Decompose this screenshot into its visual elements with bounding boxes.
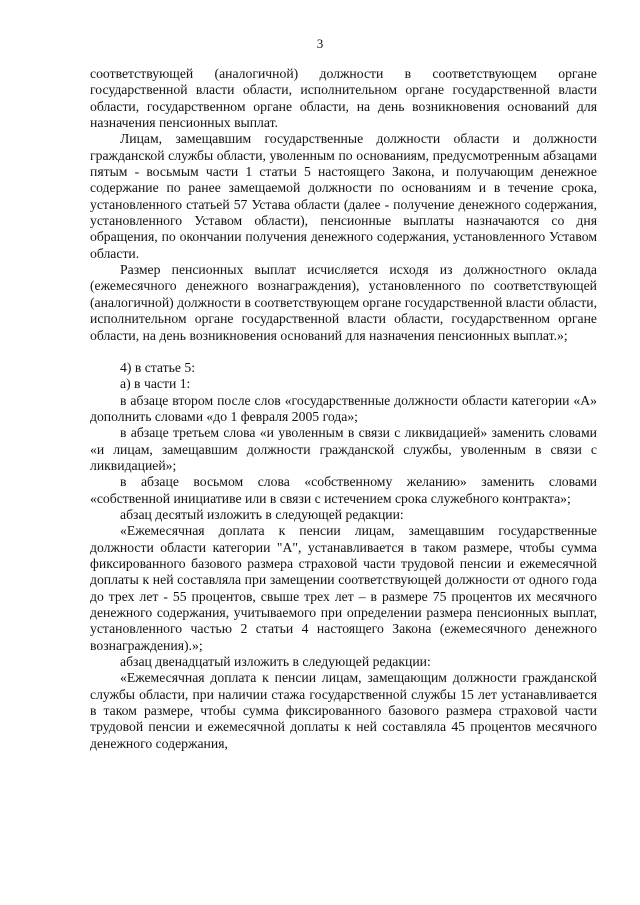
paragraph-twelfth-intro: абзац двенадцатый изложить в следующей редакции: — [120, 654, 431, 670]
paragraph-early-dismissal: Лицам, замещавшим государственные должности области и должности гражданской службы области, уволенным по основаниям, предусмотренным абзацами пятым - восьмым части 1 статьи 5 настоящего Закона, и получающим денежное содержание по ранее замещаемой должности по основаниям и в течение срока, установленного статьей 57 Устава области (далее - получение денежного содержания, установленного Уставом области), пенсионные выплаты назначаются со дня обращения, по окончании получения денежного содержания, установленного Уставом области. — [90, 131, 597, 261]
paragraph-amend-eighth: в абзаце восьмом слова «собственному желанию» заменить словами «собственной инициативе или в связи с истечением срока служебного контракта»; — [90, 474, 597, 506]
paragraph-item-4: 4) в статье 5: — [120, 359, 196, 375]
paragraph-twelfth-text: «Ежемесячная доплата к пенсии лицам, замещающим должности гражданской службы области, при наличии стажа государственной службы 15 лет устанавливается в таком размере, чтобы сумма фиксированного базового размера страховой части трудовой пенсии и ежемесячной доплаты к ней составляла 45 процентов месячного денежного содержания, — [90, 670, 597, 751]
paragraph-subitem-a: а) в части 1: — [120, 376, 191, 392]
paragraph-tenth-intro: абзац десятый изложить в следующей редакции: — [120, 506, 404, 522]
paragraph-amend-third: в абзаце третьем слова «и уволенным в связи с ликвидацией» заменить словами «и лицам, замещавшим должности гражданской службы, уволенным в связи с ликвидацией»; — [90, 425, 597, 473]
paragraph-continuation: соответствующей (аналогичной) должности в соответствующем органе государственной власти области, исполнительном органе государственной власти области, государственном органе области, на день возникновения оснований для назначения пенсионных выплат. — [90, 66, 597, 131]
page-number: 3 — [316, 36, 324, 51]
paragraph-payment-calculation: Размер пенсионных выплат исчисляется исходя из должностного оклада (ежемесячного денежного вознаграждения), установленного по соответствующей (аналогичной) должности в соответствующем органе государственной власти области, исполнительном органе государственной власти области, государственном органе области, на день возникновения оснований для назначения пенсионных выплат.»; — [90, 262, 597, 343]
paragraph-tenth-text: «Ежемесячная доплата к пенсии лицам, замещавшим государственные должности области категории "А", устанавливается в таком размере, чтобы сумма фиксированного базового размера страховой части трудовой пенсии и ежемесячной доплаты к ней составляла при замещении соответствующей должности от одного года до трех лет - 55 процентов, свыше трех лет – в размере 75 процентов их месячного денежного содержания, учитываемого при определении размера пенсионных выплат, установленного частью 2 статьи 4 настоящего Закона (ежемесячного денежного вознаграждения).»; — [90, 523, 597, 653]
paragraph-amend-second: в абзаце втором после слов «государственные должности области категории «А» дополнить словами «до 1 февраля 2005 года»; — [90, 392, 597, 424]
document-body — [90, 66, 597, 752]
